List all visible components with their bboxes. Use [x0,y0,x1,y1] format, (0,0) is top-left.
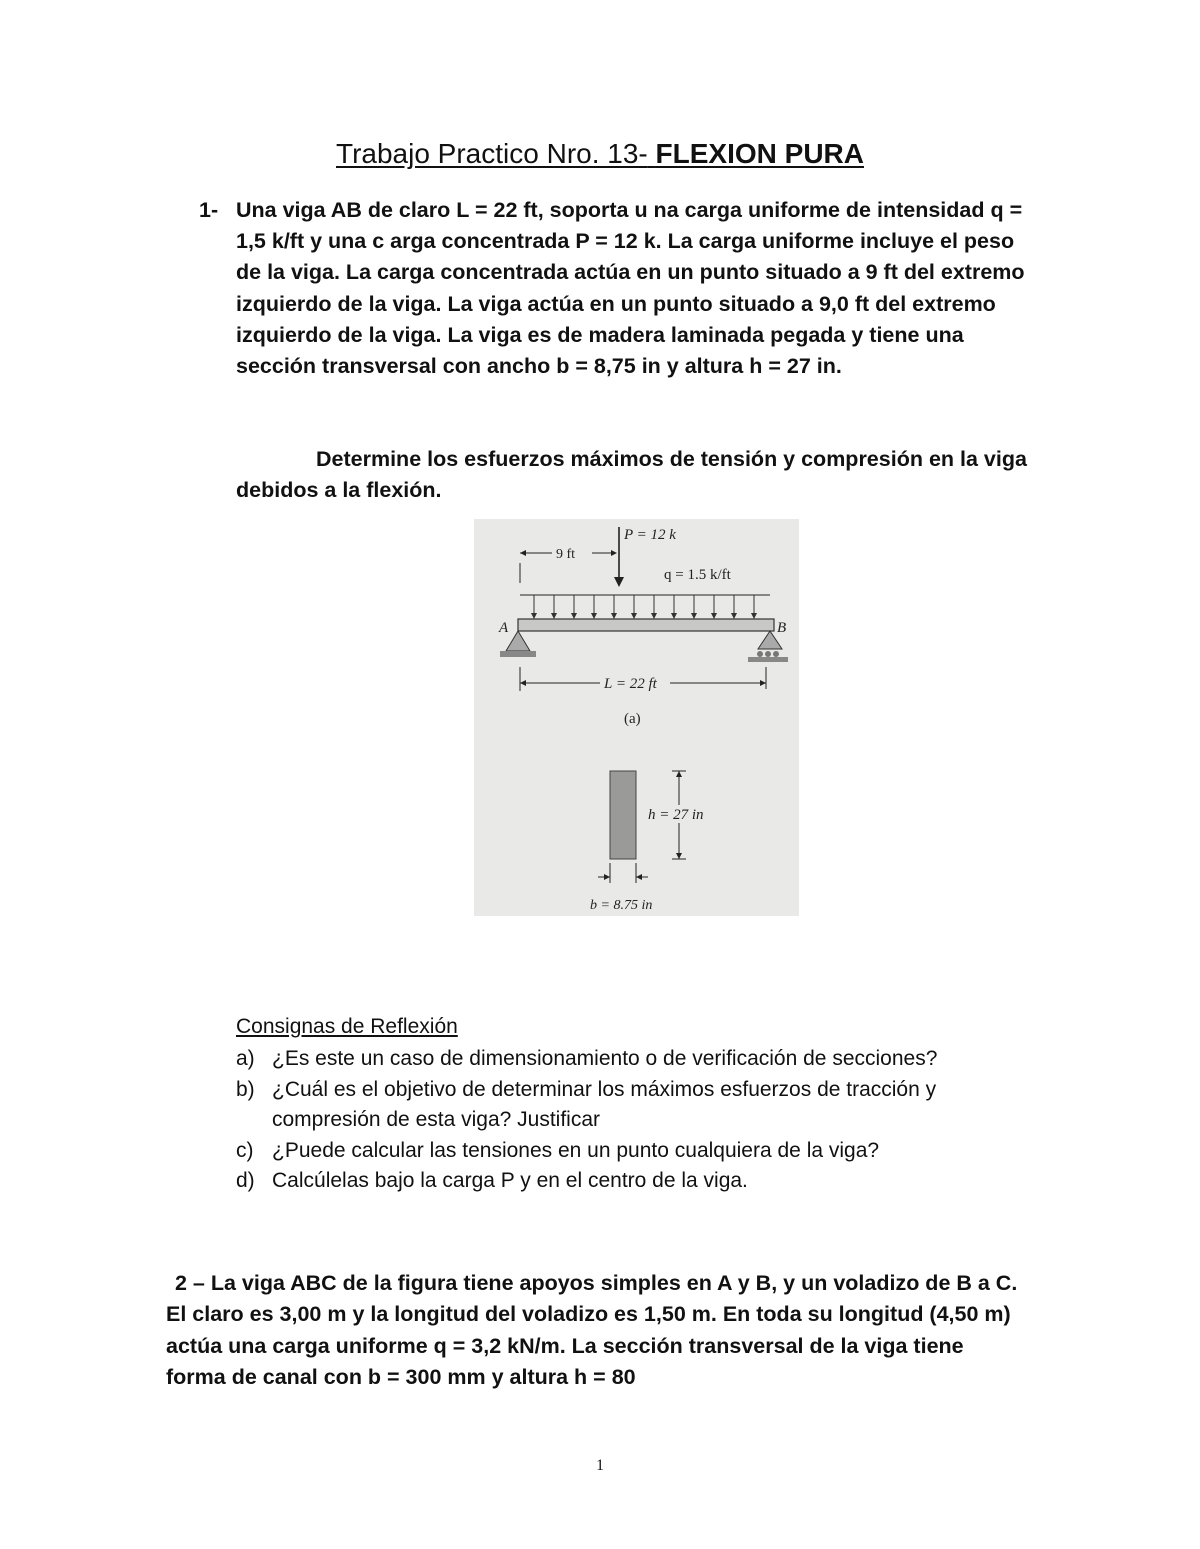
problem-1-text: Una viga AB de claro L = 22 ft, soporta u na carga uniforme de intensidad q = 1,5 k/ft y una c arga concentrada P = 12 k. La carga uniforme incluye el peso de la viga. La carga concentrada actúa en un punto situado a 9 ft del extremo izquierdo de la viga. La viga actúa en un punto situado a 9,0 ft del extremo izquierdo de la viga. La viga es de madera laminada pegada y tiene una sección transversal con ancho b = 8,75 in y altura h = 27 in. [236,198,1025,379]
problem-1-task: Determine los esfuerzos máximos de tensión y compresión en la viga debidos a la flexión. [236,447,1027,502]
label-caption-a: (a) [624,711,641,727]
reflection-title: Consignas de Reflexión [236,1015,458,1038]
distributed-load-arrows [531,595,757,619]
problem-1-number: 1- [199,198,219,222]
label-height-h: h = 27 in [648,807,704,823]
dim-h-arrow-top [676,771,682,777]
dim-h-arrow-bottom [676,853,682,859]
label-support-b: B [777,620,787,636]
page-title [0,138,1200,170]
list-item: a) ¿Es este un caso de dimensionamiento o de verificación de secciones? [236,1047,938,1070]
dim-9-right-arrow [611,550,617,556]
roller-2 [765,651,771,657]
dim-9-left-arrow [520,550,526,556]
dim-b-arrow-left [604,874,610,880]
support-a [506,631,530,651]
dim-l-arrow-right [760,680,766,686]
label-span-l: L = 22 ft [604,676,657,692]
roller-1 [757,651,763,657]
title-part1: Trabajo Practico Nro. 13- [336,138,648,169]
label-load-q: q = 1.5 k/ft [664,567,731,583]
dim-l-arrow-left [520,680,526,686]
beam-diagram [474,519,799,916]
list-item: c) ¿Puede calcular las tensiones en un punto cualquiera de la viga? [236,1138,880,1162]
cross-section [610,771,636,859]
label-support-a: A [499,620,509,636]
dim-b-arrow-right [636,874,642,880]
page-number: 1 [596,1457,604,1474]
list-item: d) Calcúlelas bajo la carga P y en el centro de la viga. [236,1169,748,1192]
support-a-ground [500,651,536,657]
list-item: b) ¿Cuál es el objetivo de determinar los máximos esfuerzos de tracción y compresión de esta viga? Justificar [236,1077,937,1131]
load-p-arrowhead [614,577,624,587]
title-part2: FLEXION PURA [655,138,864,169]
beam-body [518,619,774,631]
beam-figure [474,519,799,916]
label-width-b: b = 8.75 in [590,898,653,913]
label-load-p: P = 12 k [624,527,676,543]
roller-3 [773,651,779,657]
reflection-list [236,1044,1036,1197]
support-b-ground [748,657,788,662]
label-dist-9: 9 ft [556,547,576,562]
problem-2-text: 2 – La viga ABC de la figura tiene apoyos simples en A y B, y un voladizo de B a C. El claro es 3,00 m y la longitud del voladizo es 1,50 m. En toda su longitud (4,50 m) actúa una carga uniforme q = 3,2 kN/m. La sección transversal de la viga tiene forma de canal con b = 300 mm y altura h = 80 [166,1271,1018,1389]
